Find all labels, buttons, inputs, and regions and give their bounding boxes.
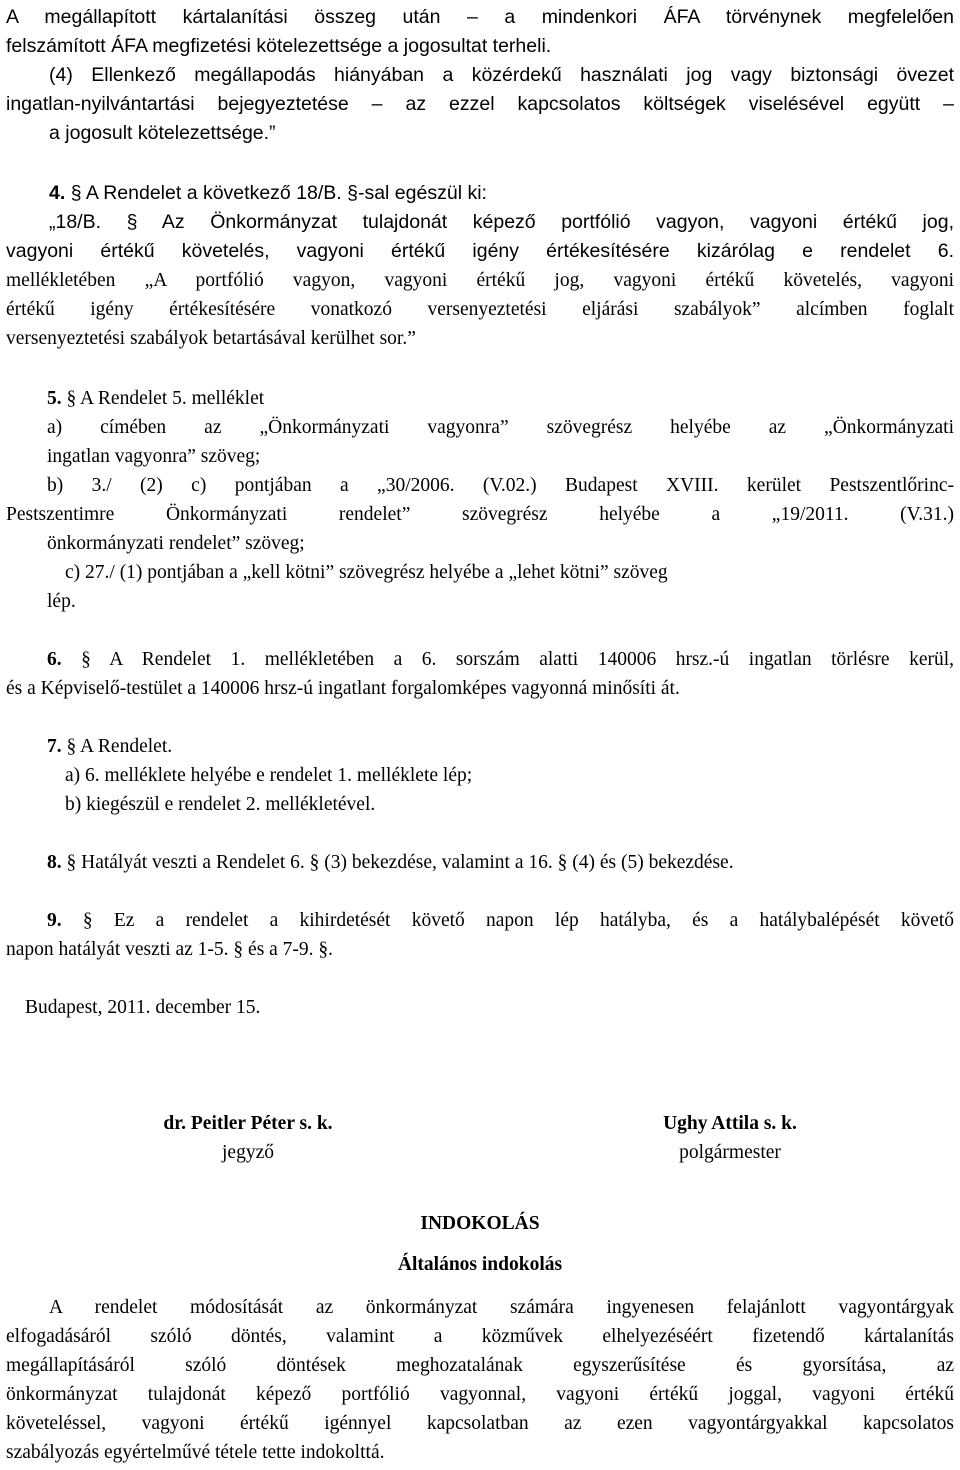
section-6-number: 6. (47, 649, 62, 670)
section-8 (47, 848, 954, 877)
paragraph-payment-line-1: A megállapított kártalanítási összeg után – a mindenkori ÁFA törvénynek megfelelően (6, 6, 954, 28)
section-5-text: § A Rendelet 5. melléklet (66, 388, 265, 409)
section-6-text: § A Rendelet 1. mellékletében a 6. sorszám alatti 140006 hrsz.-ú ingatlan törlésre kerül, (81, 649, 955, 670)
section-9-line-1 (6, 906, 954, 935)
section-18b-line-4: értékű igény értékesítésére vonatkozó versenyeztetési eljárási szabályok” alcímben foglalt (6, 299, 954, 320)
section-7-text: § A Rendelet. (66, 736, 173, 757)
signature-right-title: polgármester (679, 1142, 781, 1163)
justification-line-4: önkormányzat tulajdonát képező portfólió vagyonnal, vagyoni értékű joggal, vagyoni értékű (6, 1384, 954, 1405)
section-5-b-line-3: önkormányzati rendelet” szöveg; (47, 533, 305, 554)
section-5-b-line-1: b) 3./ (2) c) pontjában a „30/2006. (V.02.) Budapest XVIII. kerület Pestszentlőrinc- (47, 475, 954, 496)
justification-line-3: megállapításáról szóló döntések meghozatalának egyszerűsítése és gyorsítása, az (6, 1355, 954, 1376)
section-18b-line-1: „18/B. § Az Önkormányzat tulajdonát képező portfólió vagyon, vagyoni értékű jog, (49, 211, 954, 233)
justification-heading: INDOKOLÁS (420, 1213, 540, 1234)
paragraph-4-line-3: a jogosult kötelezettsége.” (49, 122, 276, 144)
section-9-line-2: napon hatályát veszti az 1-5. § és a 7-9. §. (6, 939, 334, 960)
section-5-c-line-2: lép. (47, 591, 76, 612)
place-date: Budapest, 2011. december 15. (25, 997, 261, 1018)
section-4-text: § A Rendelet a következő 18/B. §-sal egészül ki: (70, 182, 487, 204)
justification-line-6: szabályozás egyértelművé tétele tette indokolttá. (6, 1442, 385, 1463)
section-9-number: 9. (47, 910, 62, 931)
section-7-b: b) kiegészül e rendelet 2. mellékletével. (65, 794, 376, 815)
section-5-b-line-2: Pestszentimre Önkormányzati rendelet” szövegrész helyébe a „19/2011. (V.31.) (6, 504, 954, 525)
section-4-heading (6, 179, 954, 208)
signature-left-title: jegyző (222, 1142, 274, 1163)
signature-left (38, 1109, 458, 1167)
paragraph-4-line-2: ingatlan-nyilvántartási bejegyeztetése – az ezzel kapcsolatos költségek viselésével együtt – (6, 93, 954, 115)
section-18b-line-3: mellékletében „A portfólió vagyon, vagyoni értékű jog, vagyoni értékű követelés, vagyoni (6, 270, 954, 291)
section-7-number: 7. (47, 736, 62, 757)
section-8-number: 8. (47, 852, 62, 873)
section-5-heading (47, 384, 954, 413)
section-5-a-line-2: ingatlan vagyonra” szöveg; (47, 446, 261, 467)
section-18b-line-5: versenyeztetési szabályok betartásával kerülhet sor.” (6, 328, 416, 349)
section-8-text: § Hatályát veszti a Rendelet 6. § (3) bekezdése, valamint a 16. § (4) és (5) bekezdése. (66, 852, 734, 873)
signature-right (520, 1109, 940, 1167)
section-7-heading (47, 732, 954, 761)
signature-left-name: dr. Peitler Péter s. k. (163, 1113, 333, 1134)
justification-subheading: Általános indokolás (397, 1254, 563, 1275)
paragraph-payment-line-2: felszámított ÁFA megfizetési kötelezettsége a jogosultat terheli. (6, 35, 552, 57)
justification-line-2: elfogadásáról szóló döntés, valamint a közművek elhelyezéséért fizetendő kártalanítás (6, 1326, 954, 1347)
section-6-line-1 (6, 645, 954, 674)
justification-line-5: követeléssel, vagyoni értékű igénnyel kapcsolatban az ezen vagyontárgyakkal kapcsolatos (6, 1413, 954, 1434)
signature-right-name: Ughy Attila s. k. (663, 1113, 797, 1134)
section-6-line-2: és a Képviselő-testület a 140006 hrsz-ú ingatlant forgalomképes vagyonná minősíti át. (6, 678, 680, 699)
section-9-text: § Ez a rendelet a kihirdetését követő napon lép hatályba, és a hatálybalépését követő (82, 910, 955, 931)
section-5-a-line-1: a) címében az „Önkormányzati vagyonra” szövegrész helyébe az „Önkormányzati (47, 417, 954, 438)
section-7-a: a) 6. melléklete helyébe e rendelet 1. melléklete lép; (65, 765, 473, 786)
section-18b-line-2: vagyoni értékű követelés, vagyoni értékű igény értékesítésére kizárólag e rendelet 6. (6, 240, 954, 262)
paragraph-4-line-1: (4) Ellenkező megállapodás hiányában a közérdekű használati jog vagy biztonsági övezet (49, 64, 954, 86)
section-4-number: 4. (49, 182, 66, 204)
justification-line-1: A rendelet módosítását az önkormányzat számára ingyenesen felajánlott vagyontárgyak (49, 1297, 954, 1318)
section-5-c-line-1: c) 27./ (1) pontjában a „kell kötni” szövegrész helyébe a „lehet kötni” szöveg (65, 562, 668, 583)
section-5-number: 5. (47, 388, 62, 409)
